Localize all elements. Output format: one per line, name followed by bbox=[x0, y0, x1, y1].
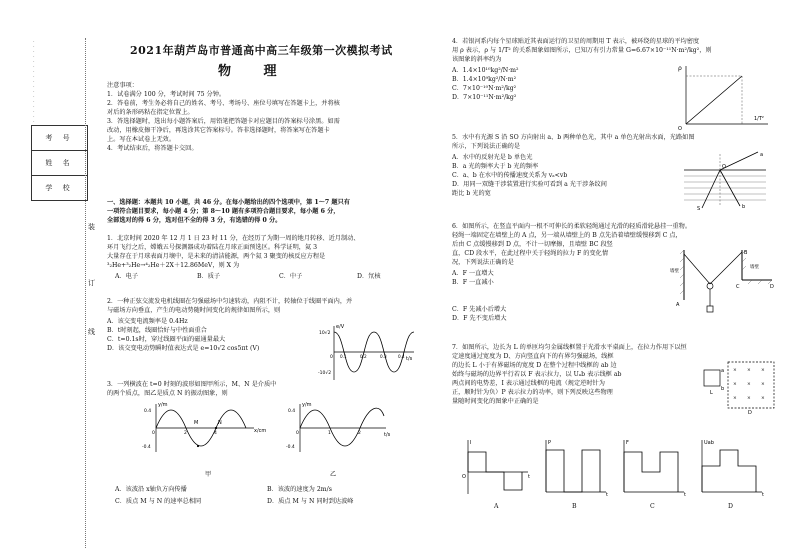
q3b-bot: -0.4 bbox=[286, 445, 295, 450]
q6-label-d: D bbox=[770, 284, 774, 290]
q5-light-graph bbox=[680, 148, 770, 212]
q2-xtick: 0.1 bbox=[340, 354, 347, 359]
q6-line: 后由 C 点缓慢移到 D 点，不计一切摩擦，且墙壁 BC 段竖 bbox=[452, 240, 613, 248]
q4-option-a: A．1.4×10¹⁰kg²/N·m² bbox=[452, 66, 519, 74]
svg-text:×: × bbox=[761, 368, 765, 373]
svg-text:×: × bbox=[761, 382, 765, 387]
q3a-ylabel: y/m bbox=[158, 402, 168, 408]
q3-caption-jia: 甲 bbox=[205, 471, 212, 478]
q7-graph-b-xlabel: t bbox=[606, 492, 608, 498]
q3b-xlabel: t/s bbox=[384, 432, 391, 438]
q3-option-c: C．质点 M 与 N 的速率总相同 bbox=[115, 498, 202, 505]
q5-label-s: S bbox=[697, 206, 701, 212]
question-3 bbox=[107, 381, 276, 399]
q7-graph-captions bbox=[460, 503, 780, 513]
q5-label-b: b bbox=[742, 204, 746, 210]
q2-option-a: A．该交变电流频率是 0.4Hz bbox=[107, 317, 188, 325]
q7-line: 7．如图所示，边长为 L 的单匝均匀金属线框置于光滑水平桌面上，在拉力作用下以恒 bbox=[452, 344, 687, 351]
q1-option-b: B．质子 bbox=[197, 272, 221, 280]
q7-option-graphs bbox=[460, 436, 780, 498]
q2-option-b: B．t时刻起，线圈恰好与中性面重合 bbox=[107, 326, 207, 334]
q2-origin: 0 bbox=[330, 355, 333, 360]
q2-xtick: 0.4 bbox=[398, 354, 405, 359]
q1-option-c: C．中子 bbox=[279, 272, 303, 280]
q7-line: 正，顺时针为负）P 表示拉力的功率，则下列反映这些物理 bbox=[452, 388, 613, 396]
q6-option-d: D．F 先不变后增大 bbox=[452, 314, 507, 322]
q6-option-a: A．F 一直增大 bbox=[452, 269, 494, 277]
q6-line: 况，下列说法正确的是 bbox=[452, 258, 514, 266]
q2-option-c: C．t=0.1s时，穿过线圈平面的磁通量最大 bbox=[107, 335, 226, 343]
q1-options bbox=[107, 271, 381, 281]
q4-density-graph bbox=[672, 62, 772, 134]
q7-graph-a-ylabel: I bbox=[470, 440, 472, 446]
q7-caption-b: B bbox=[572, 503, 577, 510]
q6-line: 轻绳一端固定在墙壁上的 A 点，另一端从墙壁上的 B 点先沿着墙壁缓慢移到 C 点， bbox=[452, 231, 682, 239]
binding-dots-top: · · · · · · · · · · · · · · · · · bbox=[33, 39, 35, 125]
q4-option-c: C．7×10⁻¹⁰N·m²/kg² bbox=[452, 84, 517, 92]
q6-wall-right: 墙壁 bbox=[750, 265, 759, 270]
q7-caption-c: C bbox=[650, 503, 655, 510]
q1-line: ³₂He+³₂He→⁴₂He＋2X＋12.86MeV，则 X 为 bbox=[107, 261, 240, 269]
q3b-origin: 0 bbox=[296, 431, 299, 436]
q2-line: 2．一种正弦交流发电机线圈在匀强磁场中匀速转动，内阻不计，转轴位于线圈平面内，并 bbox=[107, 298, 353, 305]
q6-rope-right bbox=[710, 252, 742, 284]
q3-caption-yi: 乙 bbox=[330, 471, 337, 478]
q6-option-c: C．F 先减小后增大 bbox=[452, 305, 507, 313]
q3a-label-n: N bbox=[218, 420, 222, 426]
svg-text:×: × bbox=[733, 396, 737, 401]
q5-option-c: C．a、b 在水中的传播速度关系为 vₐ<vb bbox=[452, 171, 568, 179]
q7-caption-a: A bbox=[494, 503, 499, 510]
q1-option-a: A．电子 bbox=[115, 272, 139, 280]
svg-text:×: × bbox=[747, 396, 751, 401]
q6-pulley-graph bbox=[670, 244, 780, 322]
question-5 bbox=[452, 134, 695, 199]
q6-weight bbox=[707, 306, 713, 312]
q7-graph-d-xlabel: t bbox=[762, 492, 764, 498]
section-1-instructions bbox=[107, 199, 350, 226]
q7-graph-c-ylabel: F bbox=[626, 440, 629, 446]
notes-block bbox=[107, 82, 340, 154]
question-1 bbox=[107, 235, 381, 281]
q4-xlabel: 1/T² bbox=[754, 116, 764, 122]
q3b-xtick: 1 bbox=[328, 431, 331, 436]
q6-wall-left: 墙壁 bbox=[670, 269, 679, 274]
binding-mark-zhuang: 装 bbox=[88, 223, 95, 231]
q4-origin: O bbox=[678, 126, 682, 132]
q3-line: 的两个质点，图乙是质点 N 的振动图象，则 bbox=[107, 389, 228, 397]
q2-xtick: 0.2 bbox=[360, 354, 367, 359]
q7-label-a: a bbox=[721, 368, 725, 374]
q5-option-d-cont: 距比 b 光的宽 bbox=[452, 189, 491, 197]
note-line: 改动，用橡皮擦干净后，再选涂其它答案标号。答非选择题时，将答案写在答题卡 bbox=[107, 126, 330, 134]
q5-label-a: a bbox=[760, 152, 764, 158]
q5-line: 所示，下列说法正确的是 bbox=[452, 142, 521, 150]
q5-option-a: A．水中的反射光是 b 单色光 bbox=[452, 153, 533, 161]
q5-label-o: O bbox=[722, 164, 726, 170]
binding-mark-xian: 线 bbox=[88, 328, 95, 336]
q3-option-d: D．质点 M 与 N 同时到达波峰 bbox=[267, 498, 354, 505]
q3a-label-m: M bbox=[194, 420, 199, 426]
q3b-xtick: 2 bbox=[358, 431, 361, 436]
q7-loop bbox=[704, 370, 720, 386]
q4-line: 4．若银河系内每个星球贴近其表面运行的卫星的周期用 T 表示，被环绕的星球的平均密度 bbox=[452, 38, 700, 45]
q3a-xtick: 4 bbox=[214, 431, 217, 436]
q7-graph-d-ylabel: Uab bbox=[704, 440, 714, 446]
q1-line: 环月飞行之后，嫦娥五号探测器成功着陆在月球正面预选区。科学证明，氦 3 bbox=[107, 243, 318, 251]
q4-line: 该图象的斜率约为 bbox=[452, 55, 502, 63]
q3a-origin: 0 bbox=[152, 431, 155, 436]
q7-field-marks bbox=[733, 367, 765, 401]
q7-line: 的边长 L 小于有界磁场的宽度 D 在整个过程中线框的 ab 边 bbox=[452, 361, 617, 369]
q3b-top: 0.4 bbox=[288, 409, 296, 414]
binding-mark-ding: 订 bbox=[88, 279, 95, 287]
q2-xtick: 0.3 bbox=[380, 354, 387, 359]
q5-option-b: B．a 光的频率大于 b 光的频率 bbox=[452, 162, 539, 170]
school-label: 学 校 bbox=[45, 184, 74, 192]
q3-line: 3．一列横波在 t=0 时刻的波形如图甲所示，M、N 是介质中 bbox=[107, 381, 277, 388]
q2-ytop: 10√2 bbox=[319, 331, 331, 336]
svg-text:×: × bbox=[761, 396, 765, 401]
q4-line: 用 ρ 表示，ρ 与 1/T² 的关系图象如图所示，已知万有引力常量 G=6.67×10⁻¹¹N·m²/kg²，则 bbox=[452, 46, 712, 54]
q2-emf-graph bbox=[318, 322, 418, 384]
q3-vibration-graph-yi bbox=[286, 400, 396, 455]
name-label: 姓 名 bbox=[32, 151, 87, 176]
section-line: 全部选对的得 6 分，选对但不全的得 3 分，有选错的得 0 分。 bbox=[107, 216, 282, 224]
q7-label-d: D bbox=[748, 410, 752, 414]
q3-option-b: B．该波的速度为 2m/s bbox=[267, 486, 332, 493]
q3b-curve bbox=[300, 408, 384, 446]
q4-option-d: D．7×10⁻¹¹N·m²/kg² bbox=[452, 93, 517, 101]
q3a-xtick: 2 bbox=[184, 431, 187, 436]
q7-graph-c bbox=[624, 440, 684, 492]
note-line: 上。写在本试卷上无效。 bbox=[107, 135, 176, 143]
q7-graph-a-origin: O bbox=[462, 474, 466, 480]
q3b-ylabel: y/m bbox=[302, 402, 312, 408]
exam-number-label: 考 号 bbox=[32, 126, 87, 151]
q2-xlabel: t/s bbox=[406, 356, 413, 362]
q6-rope-left bbox=[684, 254, 710, 284]
q7-line: 定速度通过宽度为 D、方向竖直向下的有界匀强磁场，线框 bbox=[452, 352, 614, 360]
q3a-bot: -0.4 bbox=[142, 445, 151, 450]
svg-text:×: × bbox=[733, 382, 737, 387]
q6-line: 6．如图所示，在竖直平面内一根不可伸长的柔软轻绳通过光滑的轻质滑轮悬挂一重物。 bbox=[452, 223, 692, 230]
q1-option-d: D．氘核 bbox=[357, 272, 381, 280]
q6-label-a: A bbox=[676, 302, 680, 308]
q7-line: 量随时间变化的图象中正确的是 bbox=[452, 397, 539, 405]
q3a-point-n bbox=[215, 427, 217, 429]
note-line: 4．考试结束后，将答题卡交回。 bbox=[107, 144, 198, 152]
q7-graph-c-xlabel: t bbox=[684, 492, 686, 498]
q3-wave-graph-jia bbox=[142, 400, 272, 455]
q6-wall-hatch bbox=[680, 250, 772, 294]
note-line: 3．答选择题时，选出每小题答案后，用铅笔把答题卡对应题目的答案标号涂黑。如需 bbox=[107, 117, 340, 125]
q7-graph-d bbox=[702, 440, 762, 492]
q7-graph-b-ylabel: P bbox=[548, 440, 552, 446]
q2-ybot: -10√2 bbox=[318, 371, 332, 376]
q4-ylabel: ρ bbox=[678, 65, 682, 72]
q4-option-b: B．1.4×10⁹kg²/N·m² bbox=[452, 75, 517, 83]
svg-text:×: × bbox=[733, 368, 737, 373]
question-6 bbox=[452, 223, 691, 324]
binding-line bbox=[85, 38, 92, 548]
question-2 bbox=[107, 298, 352, 354]
q7-graph-a bbox=[468, 440, 528, 494]
q7-line: 始终与磁场的边界平行若以 F 表示拉力，以 Uₐb 表示线框 ab bbox=[452, 370, 622, 378]
q7-field-diagram bbox=[700, 358, 780, 414]
q6-label-c: C bbox=[736, 284, 740, 290]
q3a-point-m bbox=[197, 445, 199, 447]
q3a-top: 0.4 bbox=[144, 409, 152, 414]
q7-graph-a-xlabel: t bbox=[528, 474, 530, 480]
question-7 bbox=[452, 344, 687, 407]
q3-option-a: A．该波沿 x轴负方向传播 bbox=[115, 486, 187, 493]
q7-label-l: L bbox=[710, 390, 713, 396]
q2-ylabel: e/V bbox=[336, 324, 345, 330]
q7-caption-d: D bbox=[728, 503, 733, 510]
svg-text:×: × bbox=[747, 368, 751, 373]
section-line: 一、选择题：本题共 10 小题，共 46 分。在每小题给出的四个选项中，第 1～7 题只有 bbox=[107, 199, 350, 206]
q7-line: 两点间的电势差，I 表示通过线框的电流（规定逆时针为 bbox=[452, 379, 605, 387]
q3a-xlabel: x/cm bbox=[254, 428, 267, 434]
section-line: 一项符合题目要求，每小题 4 分；第 8～10 题有多项符合题目要求，每小题 6 分， bbox=[107, 207, 340, 215]
q5-incident-ray bbox=[702, 170, 720, 208]
q6-line: 直，CD 段水平，在此过程中关于轻绳的拉力 F 的变化情 bbox=[452, 249, 609, 257]
student-info-box bbox=[31, 125, 88, 201]
note-line: 对后的条形码粘在指定位置上。 bbox=[107, 108, 194, 116]
svg-text:×: × bbox=[747, 382, 751, 387]
q2-option-d: D．该交变电动势瞬时值表达式是 e=10√2 cos5πt (V) bbox=[107, 344, 260, 352]
notes-heading: 注意事项： bbox=[107, 82, 138, 89]
exam-title: 2021年葫芦岛市普通高中高三年级第一次模拟考试 bbox=[130, 44, 393, 57]
q5-option-d: D．用同一双缝干涉装置进行实验可看到 a 光干涉条纹间 bbox=[452, 180, 607, 188]
q2-line: 与磁场方向垂直，产生的电动势随时间变化的规律如图所示，则 bbox=[107, 306, 281, 314]
q7-graph-b bbox=[546, 440, 606, 492]
note-line: 2．答卷前，考生务必将自己的姓名、考号、考场号、座位号填写在答题卡上，并将核 bbox=[107, 99, 340, 107]
q5-line: 5．水中有光源 S 沿 SO 方向射出 a、b 两种单色光，其中 a 单色光射出水面，光路如图 bbox=[452, 134, 695, 141]
q6-option-b: B．F 一直减小 bbox=[452, 278, 494, 286]
q4-line-plot bbox=[686, 76, 742, 124]
note-line: 1．试卷满分 100 分，考试时间 75 分钟。 bbox=[107, 90, 226, 98]
q1-line: 1．北京时间 2020 年 12 月 1 日 23 时 11 分，在经历了为期一周的地月转移、近月制动、 bbox=[107, 235, 360, 242]
q7-label-b: b bbox=[721, 386, 725, 392]
q1-line: 大量存在于月球表面月壤中，是未来的清洁能源，两个氦 3 聚变的核反应方程是 bbox=[107, 252, 326, 260]
q6-label-b: B bbox=[744, 250, 748, 256]
subject-title: 物 理 bbox=[218, 64, 291, 79]
q3-options bbox=[107, 484, 407, 514]
